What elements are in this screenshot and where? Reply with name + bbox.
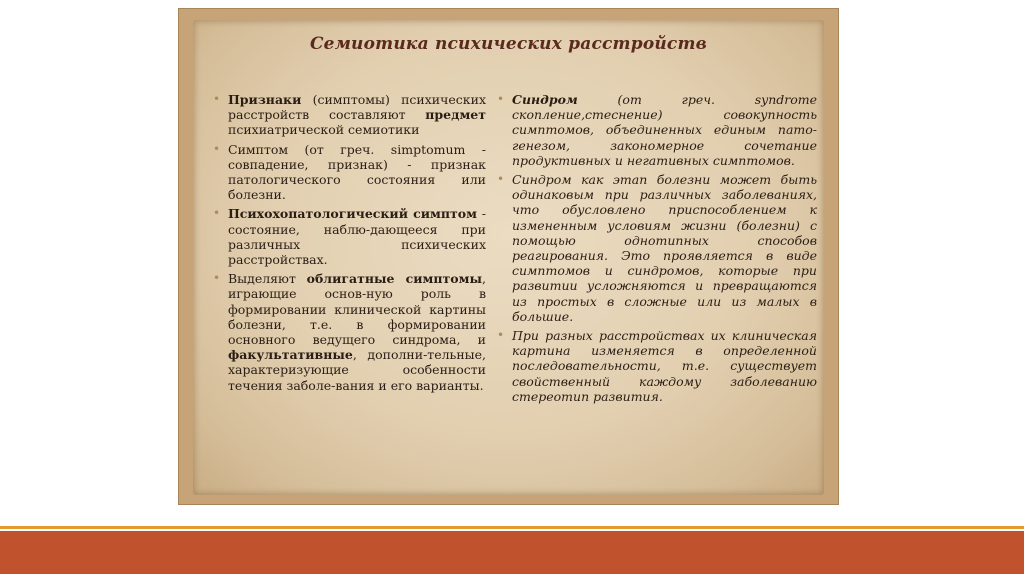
list-item xyxy=(497,92,817,168)
item-text: Симптом (от греч. simptomum - совпадение, признак) - признак патологического состояния или болезни. xyxy=(228,141,486,203)
right-column xyxy=(497,92,817,408)
slide-title: Семиотика психических расстройств xyxy=(309,34,708,54)
left-column xyxy=(213,92,486,397)
term-bold: Синдром xyxy=(512,92,578,107)
item-text: Выделяют xyxy=(228,271,307,287)
item-text: (симптомы) психических расстройств составляют xyxy=(228,92,486,123)
term-bold: Психохопатологический симптом xyxy=(228,206,477,222)
list-item xyxy=(213,141,486,203)
bullet-icon: • xyxy=(497,328,505,343)
bullet-icon: • xyxy=(213,206,221,221)
bullet-icon: • xyxy=(213,92,221,106)
list-item xyxy=(213,206,486,268)
item-text: Синдром как этап болезни может быть одинаковым при различных заболеваниях, что обусловлено приспособлением к измененным условиям жизни (болезни) с помощью однотипных способов реагирования. Это проявляется в виде симптомов и синдромов, которые при развитии усложняются и превращаются из простых в сложные или из малых в большие. xyxy=(512,172,817,324)
term-bold: факультативные xyxy=(228,347,353,363)
item-text: психиатрической семиотики xyxy=(228,122,420,138)
list-item xyxy=(497,172,817,324)
list-item xyxy=(213,271,486,393)
bullet-icon: • xyxy=(497,172,505,187)
term-bold: Признаки xyxy=(228,92,302,107)
bullet-icon: • xyxy=(213,141,221,156)
bullet-icon: • xyxy=(213,271,221,286)
item-text: - состояние, наблю-дающееся при различных психических расстройствах. xyxy=(228,206,486,268)
item-text: При разных расстройствах их клиническая картина изменяется в определенной последовательности, т.е. существует свойственный каждому заболеванию стереотип развития. xyxy=(512,328,817,404)
item-text: , дополни-тельные, характеризующие особенности течения заболе-вания и его варианты. xyxy=(228,347,486,393)
item-text: , играющие основ-ную роль в формировании клинической картины болезни, т.е. в формировании основного ведущего синдрома, и xyxy=(228,271,486,348)
footer-bar xyxy=(0,531,1024,574)
accent-line xyxy=(0,526,1024,529)
item-text: (от греч. syndrome скопление,стеснение) совокупность симптомов, объединенных единым пато-генезом, закономерное сочетание продуктивных и негативных симптомов. xyxy=(512,92,817,168)
term-bold: облигатные симптомы xyxy=(306,271,483,287)
list-item xyxy=(213,92,486,138)
term-bold: предмет xyxy=(425,107,486,123)
list-item xyxy=(497,328,817,404)
bullet-icon: • xyxy=(497,92,505,106)
